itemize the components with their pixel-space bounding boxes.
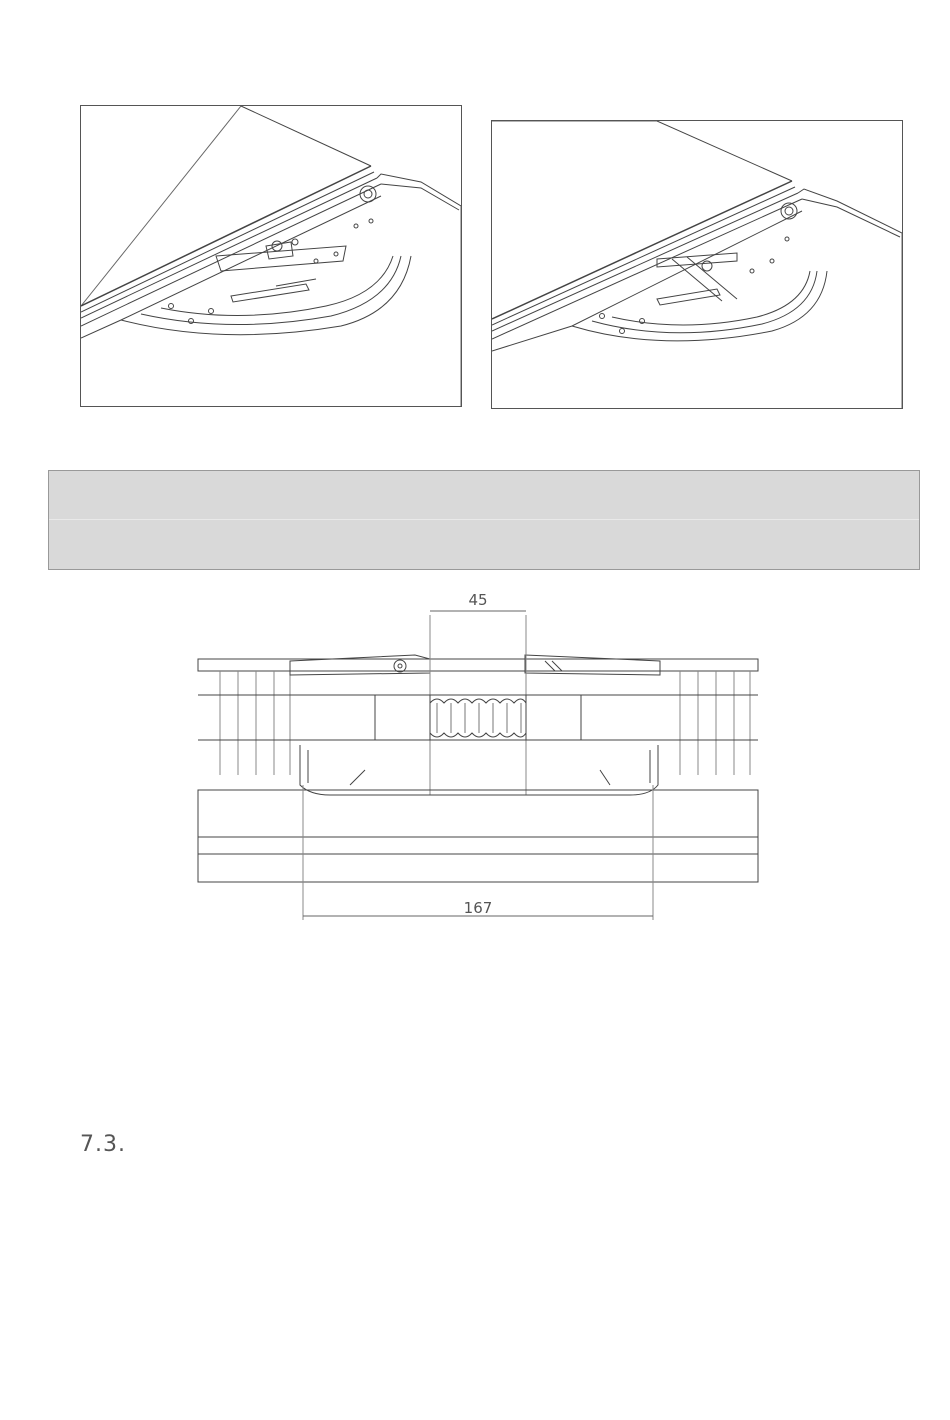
note-box-body-row bbox=[49, 520, 919, 568]
installation-illustration-left bbox=[81, 106, 461, 406]
installation-figure-left bbox=[80, 105, 462, 407]
installation-figure-right bbox=[491, 120, 903, 409]
cross-section-drawing bbox=[190, 585, 770, 925]
dimension-label-45: 45 bbox=[468, 591, 488, 609]
note-box bbox=[48, 470, 920, 570]
dimension-label-167: 167 bbox=[463, 899, 493, 917]
note-box-header-row bbox=[49, 471, 919, 520]
cross-section-svg bbox=[190, 585, 770, 925]
section-number: 7.3. bbox=[80, 1132, 126, 1157]
installation-illustration-right bbox=[492, 121, 902, 408]
